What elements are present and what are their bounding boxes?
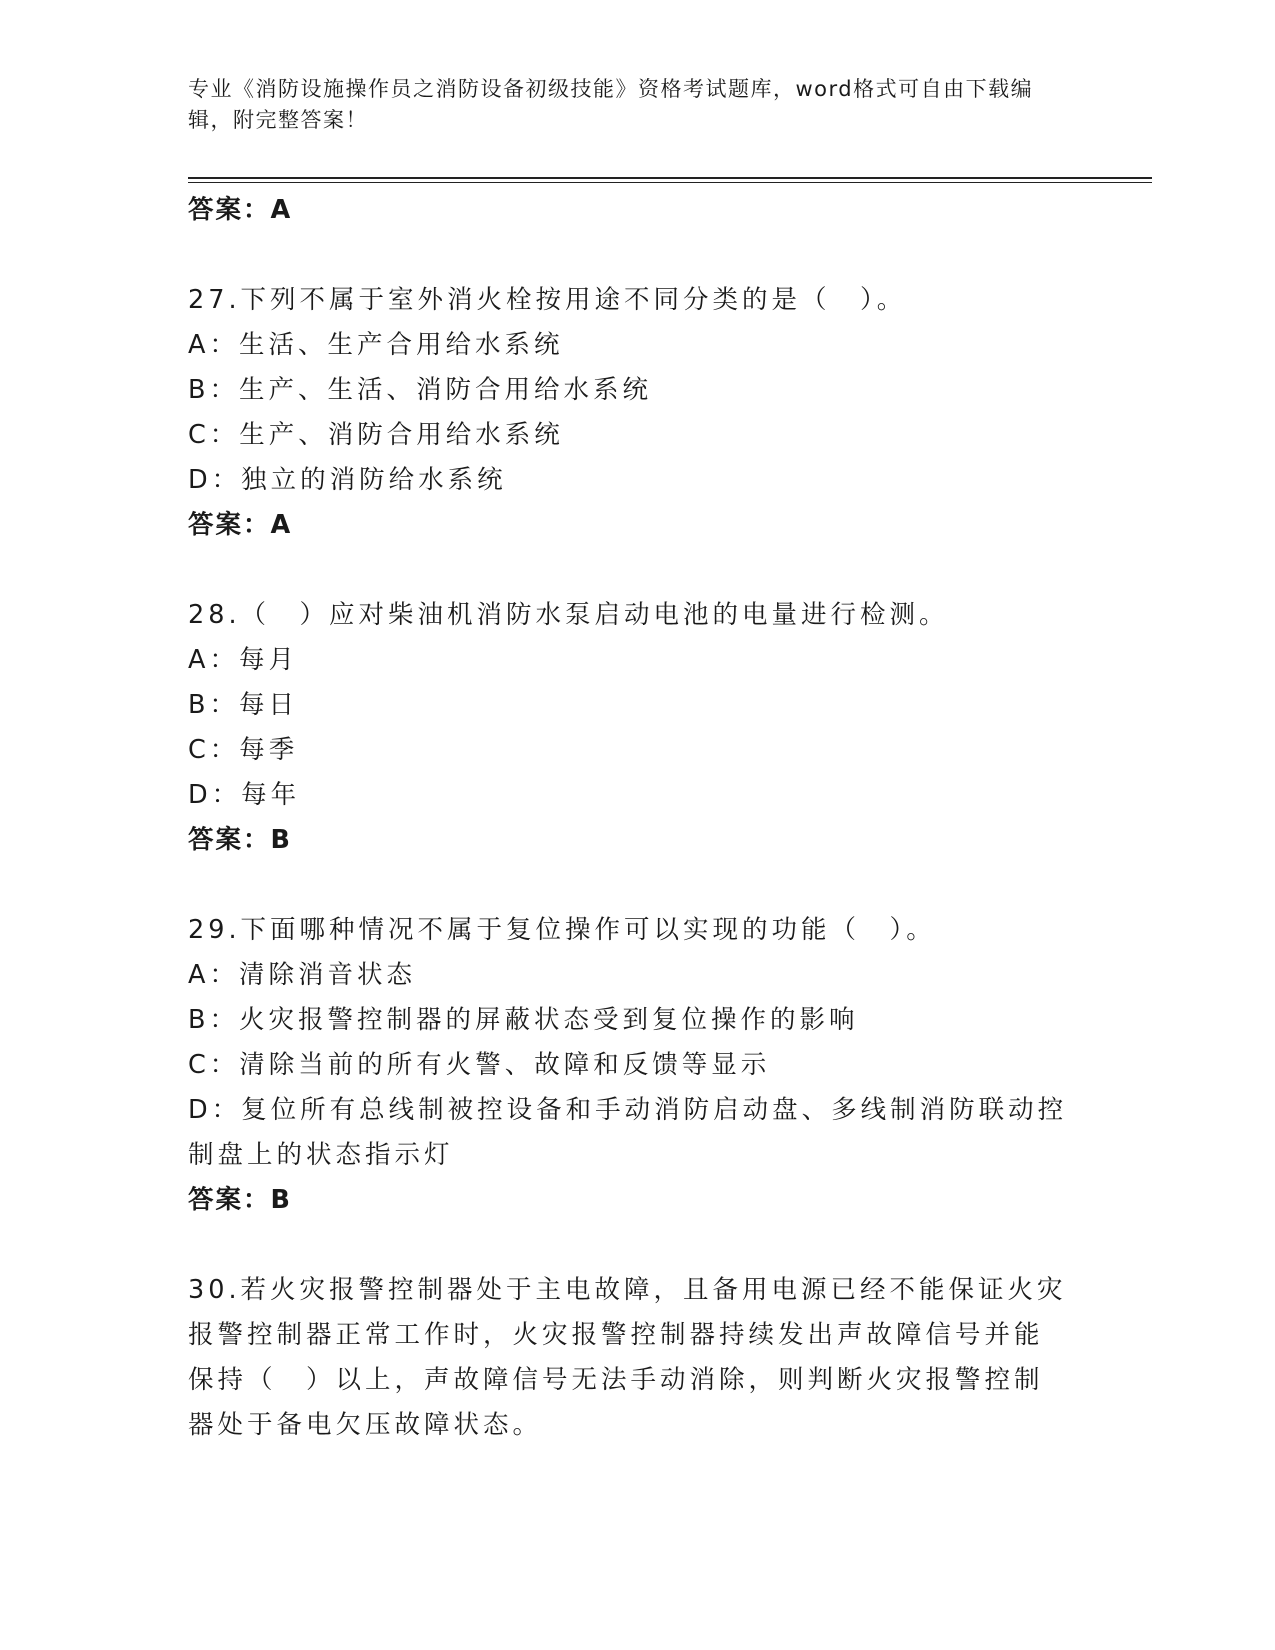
option-d: D：每年 <box>188 780 301 810</box>
previous-answer: 答案：A <box>188 195 293 225</box>
document-header: 专业《消防设施操作员之消防设备初级技能》资格考试题库，word格式可自由下载编辑，附完整答案！ <box>188 77 1034 132</box>
option-c: C：每季 <box>188 735 299 765</box>
question-29 <box>188 908 1088 1223</box>
question-stem: 27.下列不属于室外消火栓按用途不同分类的是（ ）。 <box>188 285 907 315</box>
header-rule-thin <box>188 182 1152 183</box>
option-a: A：生活、生产合用给水系统 <box>188 330 564 360</box>
option-b: B：火灾报警控制器的屏蔽状态受到复位操作的影响 <box>188 1005 859 1035</box>
option-d: D：复位所有总线制被控设备和手动消防启动盘、多线制消防联动控制盘上的状态指示灯 <box>188 1095 1068 1170</box>
spacer <box>188 548 1088 593</box>
question-stem: 30.若火灾报警控制器处于主电故障，且备用电源已经不能保证火灾报警控制器正常工作时，火灾报警控制器持续发出声故障信号并能保持（ ）以上，声故障信号无法手动消除，则判断火灾报警控制器处于备电欠压故障状态。 <box>188 1275 1067 1440</box>
spacer <box>188 1223 1088 1268</box>
question-27 <box>188 278 1088 548</box>
answer: 答案：A <box>188 510 293 540</box>
spacer <box>188 863 1088 908</box>
option-b: B：每日 <box>188 690 298 720</box>
option-d: D：独立的消防给水系统 <box>188 465 507 495</box>
option-a: A：清除消音状态 <box>188 960 416 990</box>
question-stem: 28.（ ）应对柴油机消防水泵启动电池的电量进行检测。 <box>188 600 949 630</box>
spacer <box>188 233 1088 278</box>
question-stem: 29.下面哪种情况不属于复位操作可以实现的功能（ ）。 <box>188 915 936 945</box>
answer: 答案：B <box>188 825 292 855</box>
option-c: C：生产、消防合用给水系统 <box>188 420 564 450</box>
option-c: C：清除当前的所有火警、故障和反馈等显示 <box>188 1050 771 1080</box>
header-rule-thick <box>188 177 1152 179</box>
option-a: A：每月 <box>188 645 298 675</box>
option-b: B：生产、生活、消防合用给水系统 <box>188 375 652 405</box>
question-body <box>188 188 1088 1448</box>
question-28 <box>188 593 1088 863</box>
answer: 答案：B <box>188 1185 292 1215</box>
question-30 <box>188 1268 1088 1448</box>
